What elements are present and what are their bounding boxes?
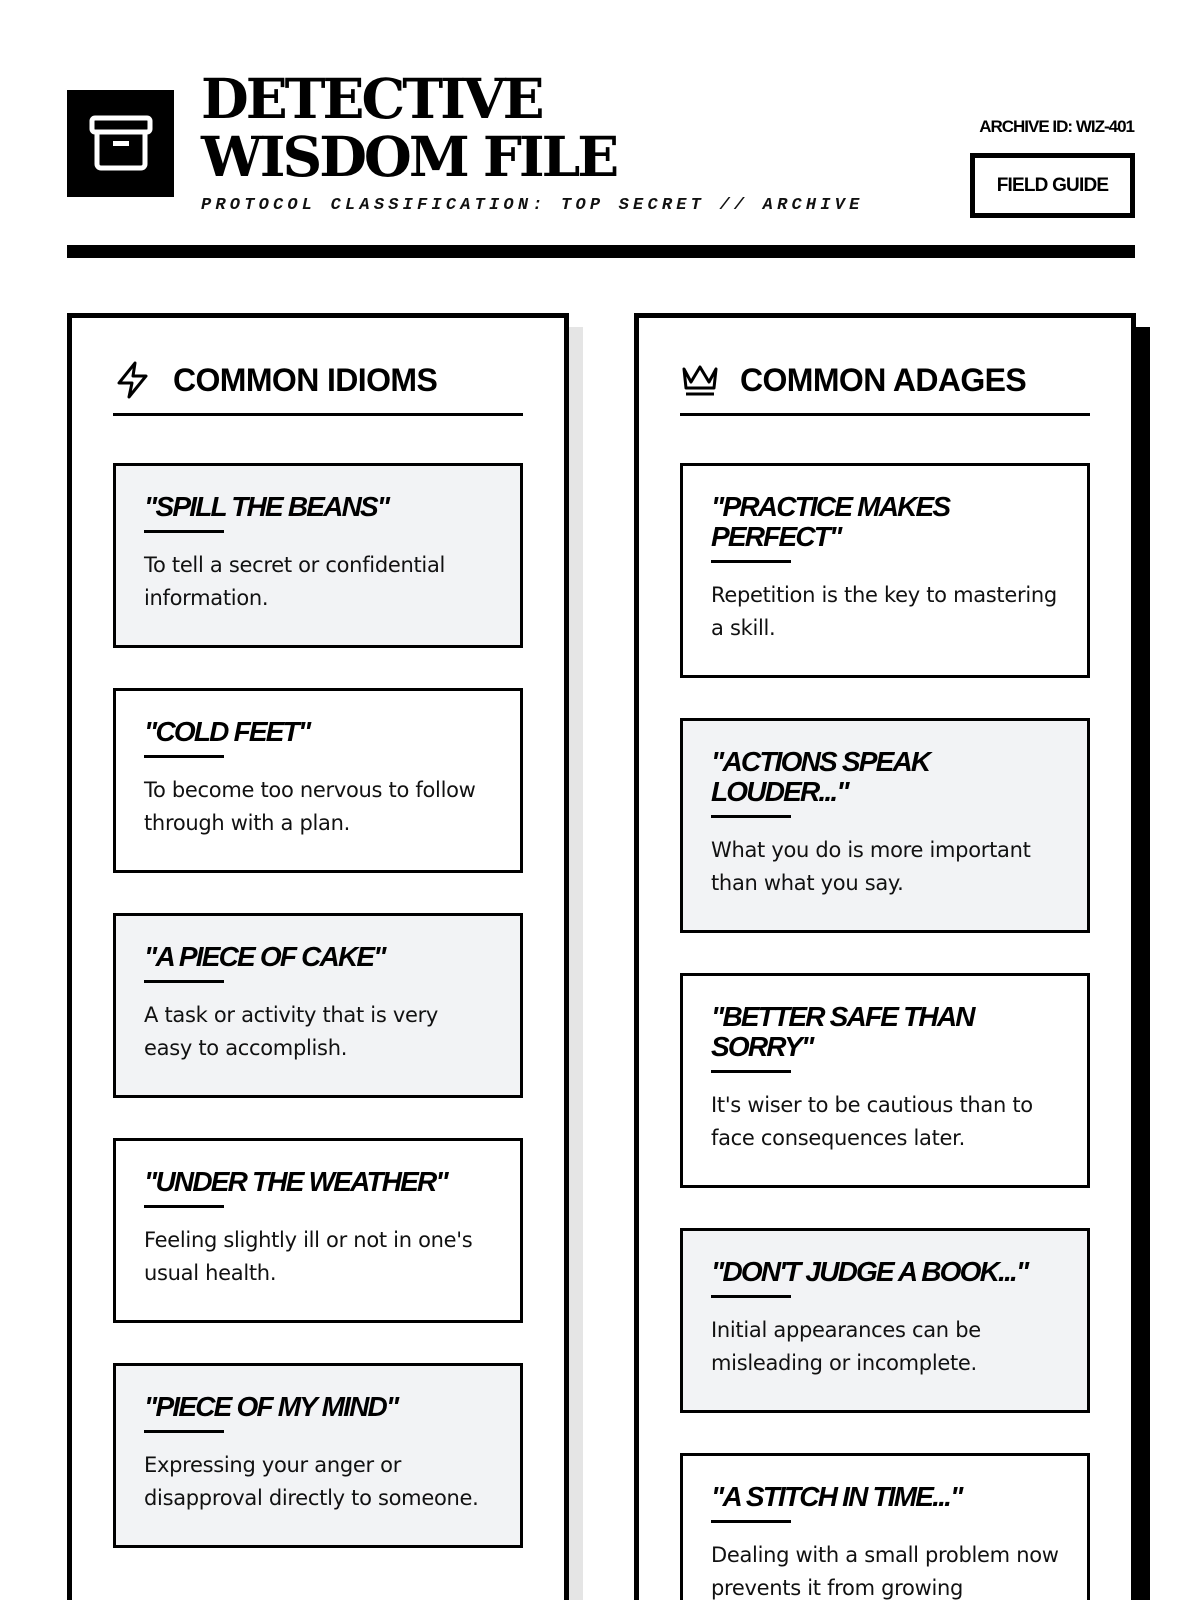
phrase-underline bbox=[144, 530, 224, 533]
idioms-meaning: To become too nervous to follow through with a plan. bbox=[144, 778, 476, 835]
adages-phrase: "PRACTICE MAKES PERFECT" bbox=[711, 491, 950, 552]
adages-heading: COMMON ADAGES bbox=[740, 362, 1027, 398]
adages-panel bbox=[634, 313, 1136, 1600]
field-guide-button[interactable]: FIELD GUIDE bbox=[970, 153, 1135, 218]
adages-phrase: "ACTIONS SPEAK LOUDER..." bbox=[711, 746, 930, 807]
adages-phrase: "A STITCH IN TIME..." bbox=[711, 1481, 962, 1512]
idioms-meaning: To tell a secret or confidential information. bbox=[144, 553, 446, 610]
idioms-phrase: "COLD FEET" bbox=[144, 716, 310, 747]
phrase-underline bbox=[144, 1430, 224, 1433]
idioms-list bbox=[113, 463, 523, 1588]
idioms-phrase: "PIECE OF MY MIND" bbox=[144, 1391, 398, 1422]
phrase-underline bbox=[711, 560, 791, 563]
idioms-phrase: "A PIECE OF CAKE" bbox=[144, 941, 385, 972]
adages-meaning: What you do is more important than what you say. bbox=[711, 838, 1031, 895]
phrase-underline bbox=[711, 1070, 791, 1073]
phrase-underline bbox=[144, 1205, 224, 1208]
phrase-underline bbox=[144, 755, 224, 758]
adages-card bbox=[680, 1228, 1090, 1413]
archive-box-icon bbox=[89, 114, 153, 174]
idioms-meaning: Expressing your anger or disapproval directly to someone. bbox=[144, 1453, 479, 1510]
adages-panel-header bbox=[680, 358, 1090, 416]
adages-card bbox=[680, 973, 1090, 1188]
adages-phrase: "DON'T JUDGE A BOOK..." bbox=[711, 1256, 1028, 1287]
adages-meaning: Dealing with a small problem now prevents it from growing bbox=[711, 1543, 1059, 1600]
idioms-card bbox=[113, 463, 523, 648]
idioms-heading: COMMON IDIOMS bbox=[173, 362, 438, 398]
idioms-panel-header bbox=[113, 358, 523, 416]
idioms-phrase: "SPILL THE BEANS" bbox=[144, 491, 389, 522]
phrase-underline bbox=[711, 1295, 791, 1298]
adages-list bbox=[680, 463, 1090, 1600]
idioms-meaning: Feeling slightly ill or not in one's usual health. bbox=[144, 1228, 473, 1285]
title-line-1: DETECTIVE bbox=[201, 66, 542, 131]
adages-card bbox=[680, 718, 1090, 933]
phrase-underline bbox=[144, 980, 224, 983]
phrase-underline bbox=[711, 1520, 791, 1523]
title-line-2: WISDOM FILE bbox=[201, 124, 617, 189]
crown-icon bbox=[680, 360, 720, 400]
adages-card bbox=[680, 1453, 1090, 1600]
idioms-phrase: "UNDER THE WEATHER" bbox=[144, 1166, 447, 1197]
adages-meaning: It's wiser to be cautious than to face consequences later. bbox=[711, 1093, 1033, 1150]
phrase-underline bbox=[711, 815, 791, 818]
lightning-icon bbox=[113, 360, 153, 400]
adages-meaning: Repetition is the key to mastering a skill. bbox=[711, 583, 1057, 640]
adages-meaning: Initial appearances can be misleading or incomplete. bbox=[711, 1318, 981, 1375]
adages-card bbox=[680, 463, 1090, 678]
header-divider bbox=[67, 245, 1135, 258]
page-title bbox=[201, 66, 617, 189]
idioms-panel bbox=[67, 313, 569, 1600]
adages-phrase: "BETTER SAFE THAN SORRY" bbox=[711, 1001, 974, 1062]
archive-id-label: ARCHIVE ID: WIZ-401 bbox=[979, 117, 1134, 136]
logo-badge bbox=[67, 90, 174, 197]
idioms-card bbox=[113, 913, 523, 1098]
idioms-card bbox=[113, 688, 523, 873]
idioms-card bbox=[113, 1363, 523, 1548]
idioms-meaning: A task or activity that is very easy to accomplish. bbox=[144, 1003, 439, 1060]
idioms-card bbox=[113, 1138, 523, 1323]
classification-subtitle: PROTOCOL CLASSIFICATION: TOP SECRET // ARCHIVE bbox=[201, 196, 864, 215]
